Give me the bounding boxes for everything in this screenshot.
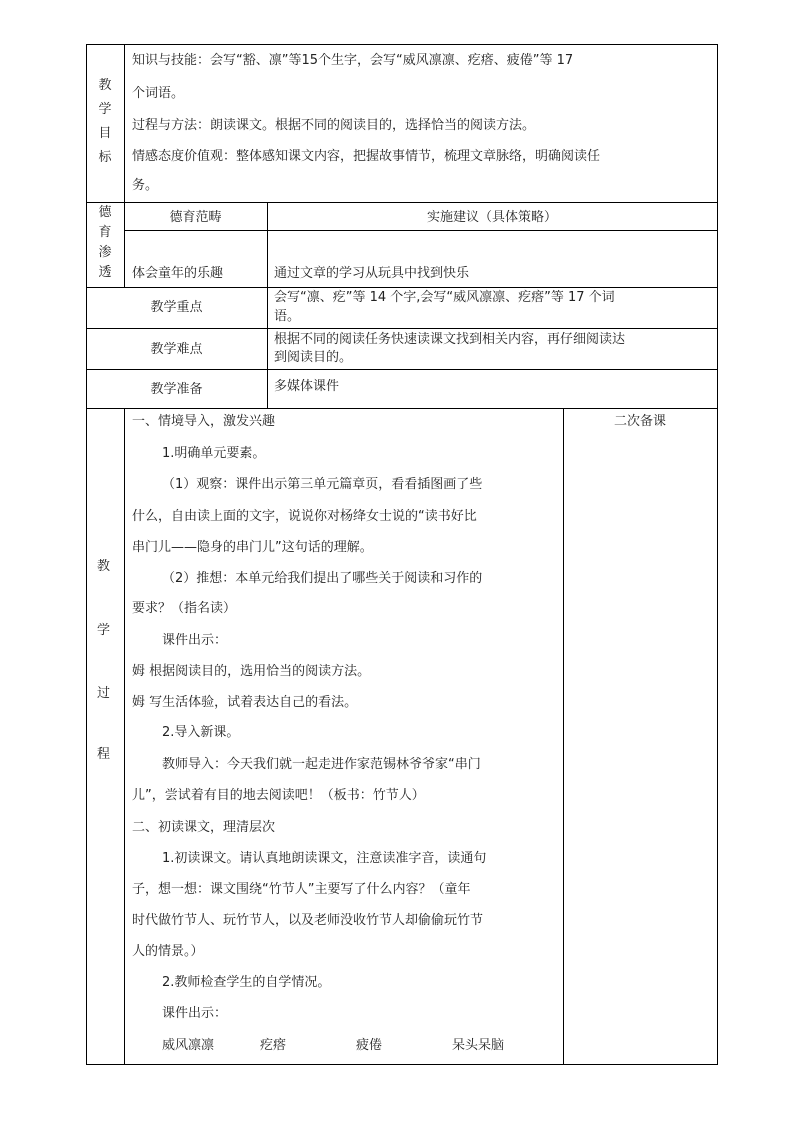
row-divider-moral — [86, 287, 718, 288]
moral-side-char: 透 — [98, 265, 112, 280]
moral-category-header: 德育范畴 — [169, 210, 222, 225]
side-label-divider-top — [124, 44, 125, 287]
process-line: 一、情境导入，激发兴趣 — [132, 414, 276, 429]
goal-emotion-line2: 务。 — [132, 178, 159, 193]
row-divider-preparation — [86, 408, 718, 409]
goal-knowledge-line1: 知识与技能：会写“豁、凛”等15个生字，会写“威风凛凛、疙瘩、疲倦”等 17 — [132, 53, 574, 68]
goals-side-char: 目 — [98, 126, 112, 141]
process-line: 2.导入新课。 — [162, 725, 240, 740]
process-line: 1.明确单元要素。 — [162, 446, 266, 461]
label-column-divider — [267, 287, 268, 408]
vocab-word: 疲倦 — [356, 1038, 383, 1053]
process-side-char: 程 — [97, 747, 111, 762]
process-line: 姆 写生活体验，试着表达自己的看法。 — [132, 695, 358, 710]
goal-process: 过程与方法：朗读课文。根据不同的阅读目的，选择恰当的阅读方法。 — [132, 118, 536, 133]
key-point-line1: 会写“凛、疙”等 14 个字,会写“威风凛凛、疙瘩”等 17 个词 — [274, 290, 615, 305]
process-line: 什么，自由读上面的文字，说说你对杨绛女士说的“读书好比 — [132, 509, 477, 524]
goals-side-char: 标 — [98, 150, 112, 165]
process-line: （2）推想：本单元给我们提出了哪些关于阅读和习作的 — [162, 571, 483, 586]
process-line: 人的情景。） — [132, 944, 204, 959]
process-line: 教师导入：今天我们就一起走进作家范锡林爷爷家“串门 — [162, 757, 481, 772]
vocab-word: 威风凛凛 — [162, 1038, 215, 1053]
process-line: 要求？（指名读） — [132, 601, 237, 616]
process-line: 时代做竹节人、玩竹节人，以及老师没收竹节人却偷偷玩竹节 — [132, 913, 484, 928]
moral-side-char: 育 — [98, 225, 112, 240]
process-line: 子，想一想：课文围绕“竹节人”主要写了什么内容？（童年 — [132, 882, 471, 897]
table-border-bottom — [86, 1064, 718, 1065]
moral-category-value: 体会童年的乐趣 — [132, 266, 224, 281]
table-border-top — [86, 44, 718, 45]
table-border-right — [717, 44, 718, 1065]
process-line: 2.教师检查学生的自学情况。 — [162, 975, 331, 990]
row-divider-keypoint — [86, 328, 718, 329]
goal-knowledge-line2: 个词语。 — [132, 86, 185, 101]
moral-side-char: 渗 — [98, 245, 112, 260]
row-divider-goals — [86, 202, 718, 203]
goals-side-char: 教 — [98, 78, 112, 93]
difficulty-line1: 根据不同的阅读任务快速读课文找到相关内容，再仔细阅读达 — [274, 332, 626, 347]
goals-side-label — [95, 78, 115, 166]
preparation-label: 教学准备 — [150, 382, 203, 397]
process-side-char: 过 — [97, 686, 111, 701]
moral-side-label — [95, 205, 115, 281]
process-line: （1）观察：课件出示第三单元篇章页，看看插图画了些 — [162, 477, 483, 492]
key-point-line2: 语。 — [274, 309, 301, 324]
process-line: 儿”，尝试着有目的地去阅读吧！（板书：竹节人） — [132, 788, 425, 803]
goal-emotion-line1: 情感态度价值观：整体感知课文内容，把握故事情节，梳理文章脉络，明确阅读任 — [132, 149, 601, 164]
moral-header-divider — [124, 230, 718, 231]
difficulty-label: 教学难点 — [150, 342, 203, 357]
difficulty-line2: 到阅读目的。 — [274, 350, 353, 365]
preparation-value: 多媒体课件 — [274, 379, 340, 394]
process-line: 姆 根据阅读目的，选用恰当的阅读方法。 — [132, 664, 371, 679]
process-line: 课件出示： — [162, 633, 228, 648]
process-line: 课件出示： — [162, 1006, 228, 1021]
moral-suggestion-value: 通过文章的学习从玩具中找到快乐 — [274, 266, 470, 281]
goals-side-char: 学 — [98, 102, 112, 117]
side-label-divider-bottom — [124, 408, 125, 1064]
vocab-word: 呆头呆脑 — [452, 1038, 505, 1053]
second-prep-header: 二次备课 — [613, 414, 666, 429]
key-point-label: 教学重点 — [150, 300, 203, 315]
process-side-char: 学 — [97, 623, 111, 638]
process-line: 二、初读课文，理清层次 — [132, 820, 276, 835]
second-prep-divider — [563, 408, 564, 1064]
moral-side-char: 德 — [98, 205, 112, 220]
process-side-char: 教 — [97, 559, 111, 574]
table-border-left — [86, 44, 87, 1065]
process-line: 1.初读课文。请认真地朗读课文，注意读准字音，读通句 — [162, 851, 487, 866]
row-divider-difficulty — [86, 369, 718, 370]
process-line: 串门儿——隐身的串门儿”这句话的理解。 — [132, 540, 373, 555]
vocab-word: 疙瘩 — [260, 1038, 287, 1053]
moral-suggestion-header: 实施建议（具体策略） — [426, 210, 557, 225]
